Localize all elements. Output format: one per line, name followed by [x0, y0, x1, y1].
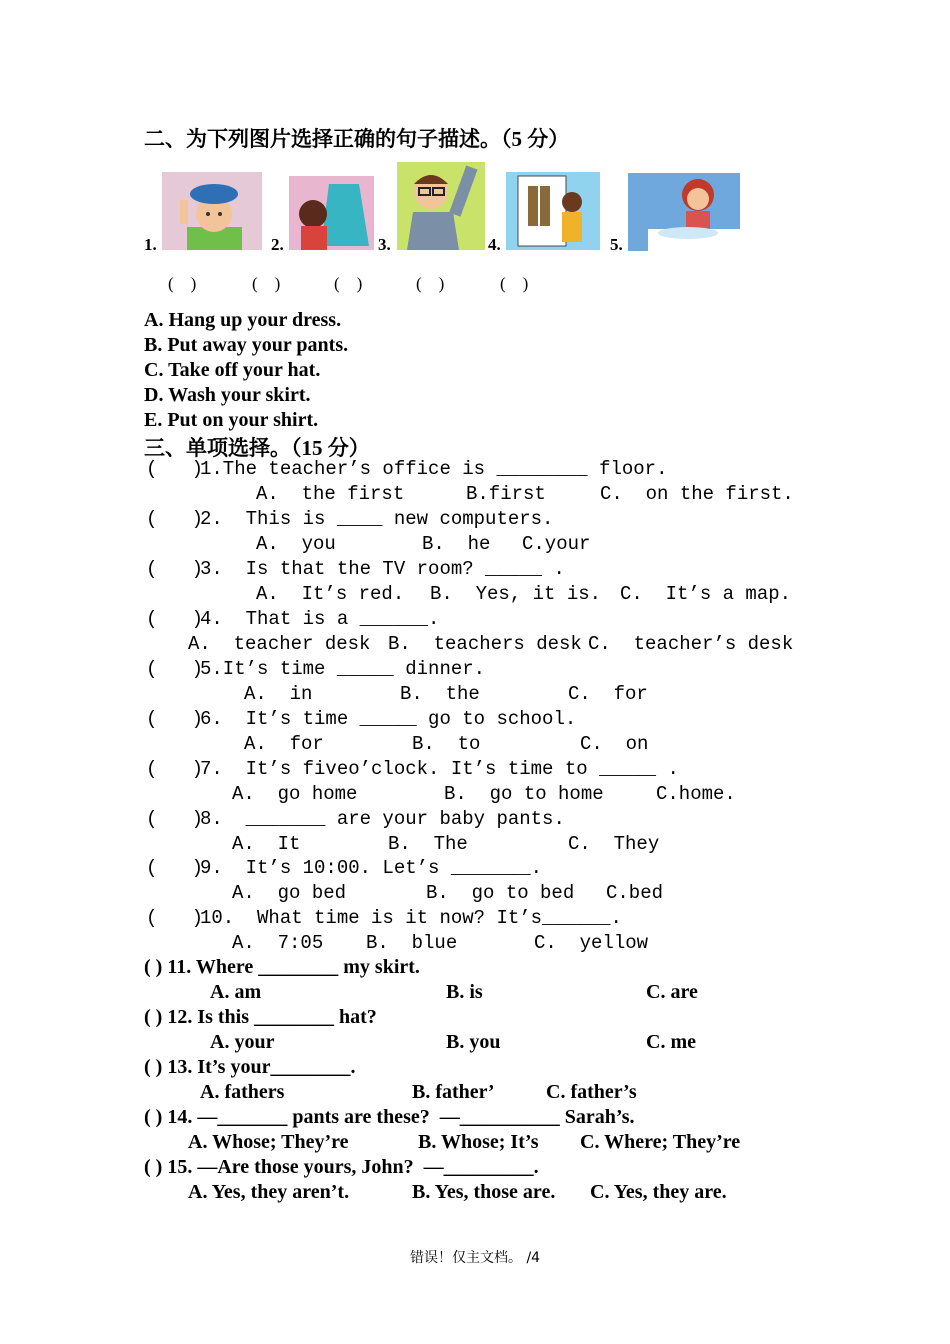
- answer-blank-4: ( ): [416, 274, 445, 293]
- question-2: 2. This is ____ new computers.: [200, 508, 554, 530]
- option-d: D. Wash your skirt.: [144, 384, 311, 406]
- girl-washing-skirt-picture: [628, 173, 740, 251]
- q11-choice-a: A. am: [210, 981, 262, 1003]
- q6-choice-b: B. to: [412, 733, 481, 755]
- question-7: 7. It’s fiveo’clock. It’s time to _____ .: [200, 758, 679, 780]
- q5-choice-b: B. the: [400, 683, 480, 705]
- question-blank-3: ( ): [146, 558, 204, 580]
- q15-choice-c: C. Yes, they are.: [590, 1181, 727, 1203]
- picture-number-2: 2.: [271, 235, 284, 254]
- question-blank-2: ( ): [146, 508, 204, 530]
- page-footer: 错误！仅主文档。 /4: [410, 1250, 541, 1266]
- q11-choice-b: B. is: [446, 981, 483, 1003]
- q12-choice-c: C. me: [646, 1031, 696, 1053]
- question-blank-4: ( ): [146, 608, 204, 630]
- q5-choice-c: C. for: [568, 683, 648, 705]
- q6-choice-c: C. on: [580, 733, 649, 755]
- q7-choice-c: C.home.: [656, 783, 736, 805]
- q14-choice-c: C. Where; They’re: [580, 1131, 741, 1153]
- q1-choice-b: B.first: [466, 483, 546, 505]
- option-c: C. Take off your hat.: [144, 359, 321, 381]
- q8-choice-a: A. It: [232, 833, 301, 855]
- q1-choice-a: A. the first: [256, 483, 405, 505]
- q10-choice-c: C. yellow: [534, 932, 649, 954]
- q12-choice-a: A. your: [210, 1031, 275, 1053]
- answer-blank-5: ( ): [500, 274, 529, 293]
- picture-number-5: 5.: [610, 235, 623, 254]
- q7-choice-b: B. go to home: [444, 783, 604, 805]
- q9-choice-c: C.bed: [606, 882, 664, 904]
- answer-blank-3: ( ): [334, 274, 363, 293]
- q13-choice-c: C. father’s: [546, 1081, 637, 1103]
- picture-number-1: 1.: [144, 235, 157, 254]
- q3-choice-a: A. It’s red.: [256, 583, 405, 605]
- q14-choice-b: B. Whose; It’s: [418, 1131, 539, 1153]
- question-blank-7: ( ): [146, 758, 204, 780]
- q3-choice-c: C. It’s a map.: [620, 583, 792, 605]
- question-3: 3. Is that the TV room? _____ .: [200, 558, 565, 580]
- question-11: ( ) 11. Where ________ my skirt.: [144, 956, 420, 978]
- q7-choice-a: A. go home: [232, 783, 358, 805]
- option-b: B. Put away your pants.: [144, 334, 349, 356]
- q12-choice-b: B. you: [446, 1031, 501, 1053]
- question-12: ( ) 12. Is this ________ hat?: [144, 1006, 377, 1028]
- q3-choice-b: B. Yes, it is.: [430, 583, 602, 605]
- q8-choice-b: B. The: [388, 833, 468, 855]
- q15-choice-b: B. Yes, those are.: [412, 1181, 556, 1203]
- picture-number-3: 3.: [378, 235, 391, 254]
- question-blank-9: ( ): [146, 857, 204, 879]
- q15-choice-a: A. Yes, they aren’t.: [188, 1181, 350, 1203]
- q10-choice-a: A. 7:05: [232, 932, 324, 954]
- q4-choice-a: A. teacher desk: [188, 633, 371, 655]
- question-10: 10. What time is it now? It’s______.: [200, 907, 622, 929]
- boy-taking-off-hat-picture: [162, 172, 262, 250]
- question-9: 9. It’s 10:00. Let’s _______.: [200, 857, 543, 879]
- boy-putting-away-pants-picture: [506, 172, 600, 250]
- question-14: ( ) 14. —_______ pants are these? —__________ Sarah’s.: [144, 1106, 635, 1128]
- q6-choice-a: A. for: [244, 733, 324, 755]
- q13-choice-a: A. fathers: [200, 1081, 285, 1103]
- q4-choice-c: C. teacher’s desk: [588, 633, 794, 655]
- question-13: ( ) 13. It’s your________.: [144, 1056, 356, 1078]
- girl-hanging-dress-picture: [289, 176, 374, 250]
- q1-choice-c: C. on the first.: [600, 483, 794, 505]
- question-6: 6. It’s time _____ go to school.: [200, 708, 577, 730]
- question-blank-8: ( ): [146, 808, 204, 830]
- q5-choice-a: A. in: [244, 683, 313, 705]
- question-8: 8. _______ are your baby pants.: [200, 808, 565, 830]
- question-15: ( ) 15. —Are those yours, John? —_________.: [144, 1156, 539, 1178]
- boy-putting-on-shirt-picture: [397, 162, 485, 250]
- question-4: 4. That is a ______.: [200, 608, 440, 630]
- q11-choice-c: C. are: [646, 981, 698, 1003]
- question-1: 1.The teacher’s office is ________ floor.: [200, 458, 668, 480]
- question-blank-1: ( ): [146, 458, 204, 480]
- q2-choice-a: A. you: [256, 533, 336, 555]
- q9-choice-a: A. go bed: [232, 882, 347, 904]
- q9-choice-b: B. go to bed: [426, 882, 575, 904]
- option-e: E. Put on your shirt.: [144, 409, 319, 431]
- q10-choice-b: B. blue: [366, 932, 458, 954]
- question-blank-6: ( ): [146, 708, 204, 730]
- option-a: A. Hang up your dress.: [144, 309, 342, 331]
- q2-choice-b: B. he: [422, 533, 491, 555]
- section3-title: 三、单项选择。（15 分）: [144, 436, 370, 460]
- q2-choice-c: C.your: [522, 533, 591, 555]
- q14-choice-a: A. Whose; They’re: [188, 1131, 349, 1153]
- question-blank-10: ( ): [146, 907, 204, 929]
- q4-choice-b: B. teachers desk: [388, 633, 582, 655]
- question-blank-5: ( ): [146, 658, 204, 680]
- question-5: 5.It’s time _____ dinner.: [200, 658, 486, 680]
- answer-blank-1: ( ): [168, 274, 197, 293]
- answer-blank-2: ( ): [252, 274, 281, 293]
- q8-choice-c: C. They: [568, 833, 660, 855]
- q13-choice-b: B. father’: [412, 1081, 495, 1103]
- picture-number-4: 4.: [488, 235, 501, 254]
- section2-title: 二、为下列图片选择正确的句子描述。（5 分）: [144, 127, 570, 151]
